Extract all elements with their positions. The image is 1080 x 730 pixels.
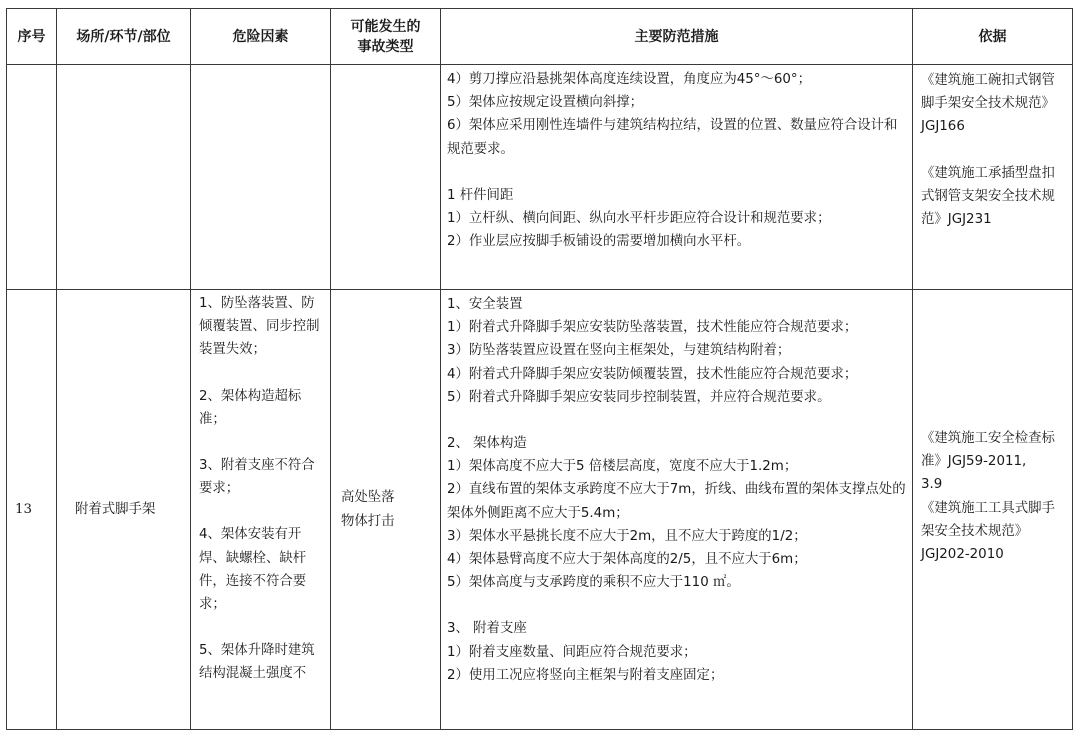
text-line: 2）使用工况应将竖向主框架与附着支座固定； [447, 667, 724, 683]
header-row [7, 9, 1073, 65]
header-measures: 主要防范措施 [441, 9, 913, 65]
text-line: 2、 架体构造 [447, 436, 527, 452]
row2-accident [331, 290, 441, 730]
text-line: 4）剪刀撑应沿悬挑架体高度连续设置，角度应为45°～60°； [447, 72, 811, 87]
text-line [199, 362, 326, 385]
text-line: 《建筑施工碗扣式钢管脚手架安全技术规范》JGJ166 [921, 73, 1055, 135]
header-basis: 依据 [913, 9, 1073, 65]
text-line: 2、架体构造超标准； [199, 388, 302, 427]
text-line: 《建筑施工安全检查标准》JGJ59-2011, [921, 430, 1055, 470]
header-hazard: 危险因素 [191, 9, 331, 65]
text-line: 3、 附着支座 [447, 621, 527, 637]
row1-accident [331, 65, 441, 290]
text-line [921, 139, 1066, 162]
row1-basis [913, 65, 1073, 290]
text-line: 4）架体悬臂高度不应大于架体高度的2/5，且不应大于6m； [447, 552, 807, 568]
text-line: 3）架体水平悬挑长度不应大于2m，且不应大于跨度的1/2； [447, 528, 807, 544]
safety-measures-table [6, 8, 1073, 730]
accident-types: 高处坠落 物体打击 [341, 489, 395, 529]
text-line: 《建筑施工承插型盘扣式钢管支架安全技术规范》JGJ231 [921, 165, 1055, 228]
text-line [199, 431, 326, 454]
text-line: 1、安全装置 [447, 297, 523, 312]
text-line: 1）立杆纵、横向间距、纵向水平杆步距应符合设计和规范要求； [447, 211, 831, 227]
text-line [199, 616, 326, 639]
text-line: 3.9 [921, 477, 943, 493]
text-line: 5、架体升降时建筑结构混凝土强度不 [199, 643, 315, 682]
text-line: 2）作业层应按脚手板铺设的需要增加横向水平杆。 [447, 234, 751, 250]
header-place: 场所/环节/部位 [57, 9, 191, 65]
text-line: 4、架体安装有开焊、缺螺栓、缺杆件，连接不符合要求； [199, 527, 307, 613]
header-accident: 可能发生的事故类型 [331, 9, 441, 65]
header-seq: 序号 [7, 9, 57, 65]
text-line: 1 杆件间距 [447, 187, 514, 203]
row2-place: 附着式脚手架 [57, 290, 191, 730]
row2-hazard [191, 290, 331, 730]
text-line: 1、防坠落装置、防倾覆装置、同步控制装置失效； [199, 296, 320, 358]
text-line: 2）直线布置的架体支承跨度不应大于7m，折线、曲线布置的架体支撑点处的架体外侧距离不应大于5.4m； [447, 482, 906, 521]
text-line: 3）防坠落装置应设置在竖向主框架处，与建筑结构附着； [447, 343, 791, 359]
text-line: 5）架体应按规定设置横向斜撑； [447, 95, 643, 111]
text-line: 1）架体高度不应大于5 倍楼层高度，宽度不应大于1.2m； [447, 459, 798, 475]
row2-basis [913, 290, 1073, 730]
text-line: 4）附着式升降脚手架应安装防倾覆装置，技术性能应符合规范要求； [447, 366, 858, 382]
text-line: 5）附着式升降脚手架应安装同步控制装置，并应符合规范要求。 [447, 389, 831, 405]
row2-measures [441, 290, 913, 730]
text-line: 3、附着支座不符合要求； [199, 458, 315, 497]
text-line [199, 500, 326, 523]
text-line: 6）架体应采用刚性连墙件与建筑结构拉结，设置的位置、数量应符合设计和规范要求。 [447, 118, 898, 157]
table-row [7, 290, 1073, 730]
row2-seq: 13 [7, 290, 57, 730]
text-line [447, 409, 909, 432]
row1-place [57, 65, 191, 290]
row1-measures [441, 65, 913, 290]
row1-hazard [191, 65, 331, 290]
text-line: 1）附着式升降脚手架应安装防坠落装置，技术性能应符合规范要求； [447, 320, 858, 336]
row1-seq [7, 65, 57, 290]
text-line: 5）架体高度与支承跨度的乘积不应大于110 ㎡。 [447, 575, 740, 591]
text-line [447, 594, 909, 617]
text-line: 《建筑施工工具式脚手架安全技术规范》JGJ202-2010 [921, 500, 1055, 562]
table-row [7, 65, 1073, 290]
text-line [447, 161, 909, 184]
text-line: 1）附着支座数量、间距应符合规范要求； [447, 644, 697, 660]
